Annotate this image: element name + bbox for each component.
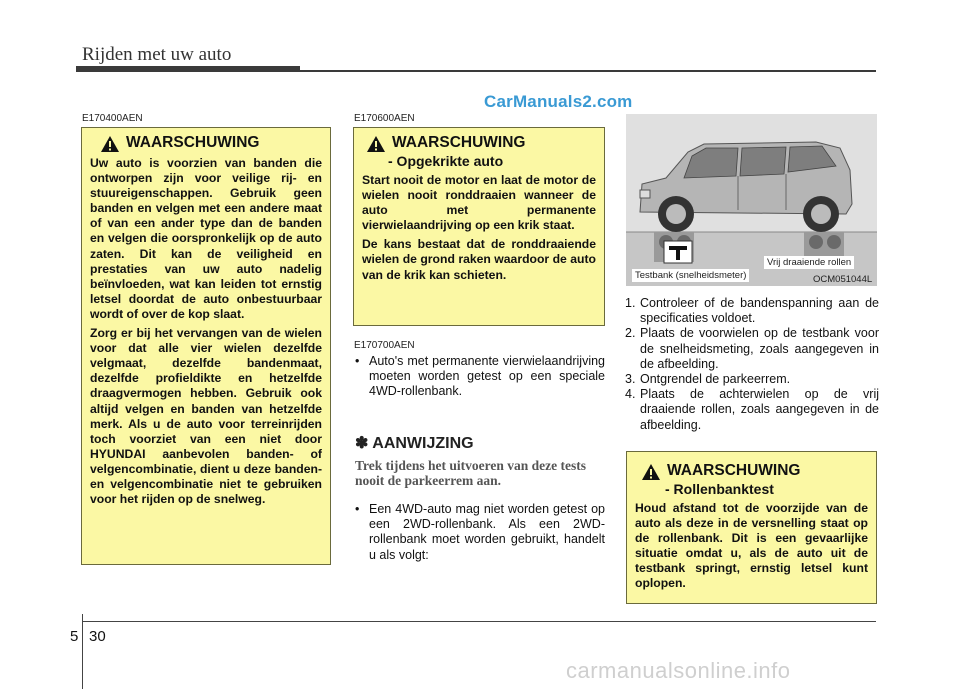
step-text: Ontgrendel de parkeerrem.	[640, 372, 791, 387]
step-text: Plaats de voorwielen op de testbank voor de snelheidsmeting, zoals aangegeven in de afbeelding.	[640, 326, 879, 371]
warning-paragraph: Start nooit de motor en laat de motor de wielen nooit ronddraaien wanneer de auto met permanente vierwielaandrijving op een krik staat.	[362, 173, 596, 233]
watermark-top: CarManuals2.com	[484, 92, 633, 111]
list-item	[625, 372, 879, 387]
warning-paragraph: Houd afstand tot de voorzijde van de auto als deze in de versnelling staat op de rollenbank. Dit is een gevaarlijke situatie omdat u, als de auto uit de testbank springt, ernstig letsel kunt oplopen.	[635, 501, 868, 591]
step-number: 1.	[625, 296, 636, 310]
figure-car-on-dyno	[626, 114, 877, 286]
chapter-number: 5	[70, 628, 79, 645]
bullet-2wd: • Een 4WD-auto mag niet worden getest op een 2WD-rollenbank. Als een 2WD-rollenbank moet worden gebruikt, handelt u als volgt:	[355, 502, 605, 562]
watermark-bottom: carmanualsonline.info	[566, 658, 791, 683]
warning-title: WAARSCHUWING	[392, 134, 526, 151]
warning-subtitle: - Rollenbanktest	[665, 481, 774, 497]
bullet-text: Auto's met permanente vierwielaandrijving moeten worden getest op een speciale 4WD-rollenbank.	[369, 354, 605, 399]
step-number: 4.	[625, 387, 636, 402]
step-text: Plaats de achterwielen op de vrij draaiende rollen, zoals aangegeven in de afbeelding.	[640, 387, 879, 432]
page-header-title: Rijden met uw auto	[82, 44, 232, 65]
section-code-middle: E170600AEN	[354, 113, 415, 124]
section-code-4wd: E170700AEN	[354, 340, 415, 351]
note-title: ✽ AANWIJZING	[355, 435, 474, 452]
steps-list	[625, 296, 879, 433]
footer-horizontal-line	[82, 621, 876, 622]
figure-label-speedometer: Testbank (snelheidsmeter)	[632, 269, 749, 282]
figure-code: OCM051044L	[813, 274, 873, 285]
warning-title: WAARSCHUWING	[667, 462, 801, 479]
list-item	[625, 387, 879, 433]
header-line	[300, 70, 876, 72]
bullet-text: Een 4WD-auto mag niet worden getest op een 2WD-rollenbank. Als een 2WD-rollenbank moet worden gebruikt, handelt u als volgt:	[369, 502, 605, 562]
warning-title: WAARSCHUWING	[126, 134, 260, 151]
warning-triangle-icon	[366, 135, 386, 153]
note-subtitle: Trek tijdens het uitvoeren van deze tests nooit de parkeerrem aan.	[355, 458, 586, 488]
step-number: 3.	[625, 372, 636, 387]
header-bar	[76, 66, 300, 72]
warning-box-tires	[81, 127, 331, 565]
section-code-left: E170400AEN	[82, 113, 143, 124]
warning-triangle-icon	[100, 135, 120, 153]
step-text: Controleer of de bandenspanning aan de specificaties voldoet.	[640, 296, 879, 326]
list-item	[625, 326, 879, 372]
warning-box-jacked-car	[353, 127, 605, 326]
figure-label-rollers: Vrij draaiende rollen	[764, 256, 854, 269]
page-number: 30	[89, 628, 106, 645]
list-item	[625, 296, 879, 326]
warning-paragraph: De kans bestaat dat de ronddraaiende wielen de grond raken waardoor de auto van de krik kan schieten.	[362, 237, 596, 282]
warning-paragraph: Uw auto is voorzien van banden die ontworpen zijn voor veilige rij- en stuureigenschappen. Gebruik geen banden en velgen met een andere maat of van een ander type dan de banden en velgen die oorspronkelijk op de auto zaten. Dit kan de veiligheid en prestaties van uw auto nadelig beïnvloeden, wat kan leiden tot ernstig letsel doordat de auto onbestuurbaar wordt of over de kop slaat.	[90, 156, 322, 321]
footer-vertical-line	[82, 614, 83, 689]
step-number: 2.	[625, 326, 636, 341]
warning-paragraph: Zorg er bij het vervangen van de wielen voor dat alle vier wielen dezelfde velgmaat, dezelfde bandenmaat, dezelfde profieldikte en hetzelfde draagvermogen hebben. Gebruik ook altijd velgen en banden van hetzelfde merk. Als u de auto voor terreinrijden toch voorziet van een niet door HYUNDAI aanbevolen banden- of velgencombinatie, dient u deze banden- en velgencombinatie niet te gebruiken voor het rijden op de snelweg.	[90, 326, 322, 507]
warning-subtitle: - Opgekrikte auto	[388, 153, 504, 169]
warning-box-dyno-test	[626, 451, 877, 604]
warning-triangle-icon	[641, 463, 661, 481]
bullet-4wd: • Auto's met permanente vierwielaandrijving moeten worden getest op een speciale 4WD-rollenbank.	[355, 354, 605, 399]
